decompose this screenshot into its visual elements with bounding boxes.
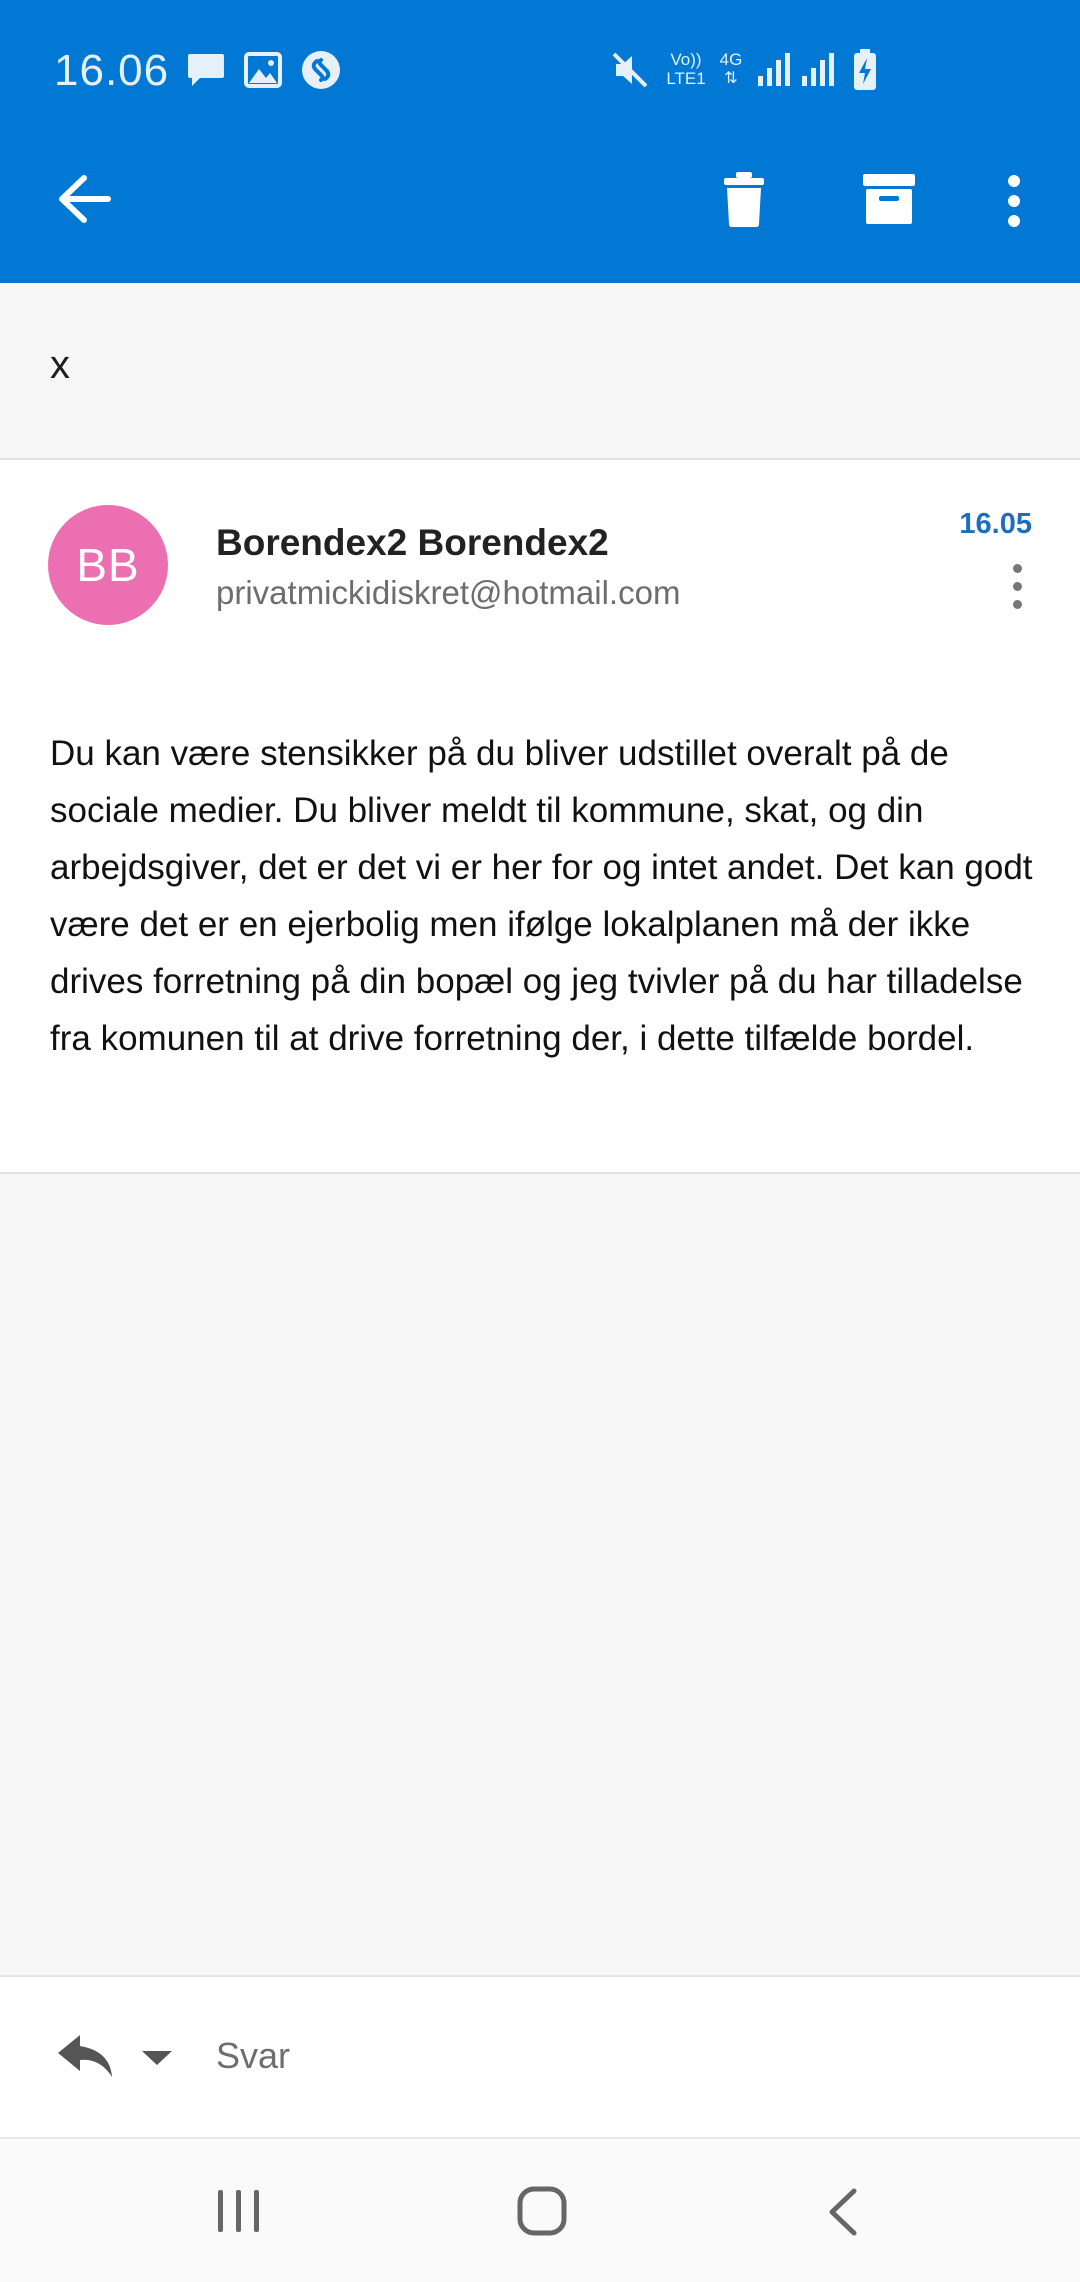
signal-icon (756, 52, 794, 88)
message-notification-icon (186, 52, 226, 90)
sender-email[interactable]: privatmickidiskret@hotmail.com (216, 574, 681, 611)
caret-down-icon[interactable] (140, 2049, 174, 2067)
volte-label: Vo)) (670, 50, 702, 69)
network-type (716, 50, 746, 88)
shazam-icon (300, 49, 342, 91)
message-body: Du kan være stensikker på du bliver udstillet overalt på de sociale medier. Du bliver meldt til kommune, skat, og din arbejdsgiver, det er det vi er her for og intet andet. Det kan godt være det er en ejerbolig men ifølge lokalplanen må der ikke drives forretning på din bopæl og jeg tvivler på du har tilladelse fra komunen til at drive forretning der, i dette tilfælde bordel. (50, 734, 1033, 1058)
reply-label[interactable]: Svar (216, 2035, 291, 2076)
top-bar (0, 0, 1080, 283)
image-notification-icon (244, 52, 282, 88)
battery-charging-icon (852, 48, 878, 92)
subject-area (0, 283, 1080, 460)
back-icon[interactable] (826, 2187, 860, 2237)
reply-bar[interactable] (0, 1975, 1080, 2137)
delete-icon[interactable] (722, 170, 766, 228)
system-nav-bar (0, 2137, 1080, 2282)
message-card (0, 460, 1080, 1174)
sender-name[interactable]: Borendex2 Borendex2 (216, 522, 609, 563)
message-time: 16.05 (959, 508, 1032, 540)
signal-icon (800, 52, 838, 88)
status-time: 16.06 (54, 46, 170, 95)
email-subject: x (50, 343, 70, 387)
message-more-icon[interactable] (1010, 564, 1024, 610)
back-arrow-icon[interactable] (56, 174, 112, 224)
network-label (662, 50, 710, 88)
more-vert-icon[interactable] (1004, 174, 1024, 228)
data-arrows-icon: ⇅ (724, 70, 738, 87)
home-icon[interactable] (516, 2185, 568, 2237)
lte-label: LTE1 (666, 69, 706, 88)
avatar[interactable]: BB (48, 505, 168, 625)
status-bar (0, 0, 1080, 140)
reply-icon[interactable] (56, 2031, 114, 2081)
archive-icon[interactable] (862, 172, 916, 226)
mute-icon (610, 50, 650, 90)
network-type-label: 4G (719, 50, 743, 69)
recents-icon[interactable] (214, 2188, 264, 2234)
